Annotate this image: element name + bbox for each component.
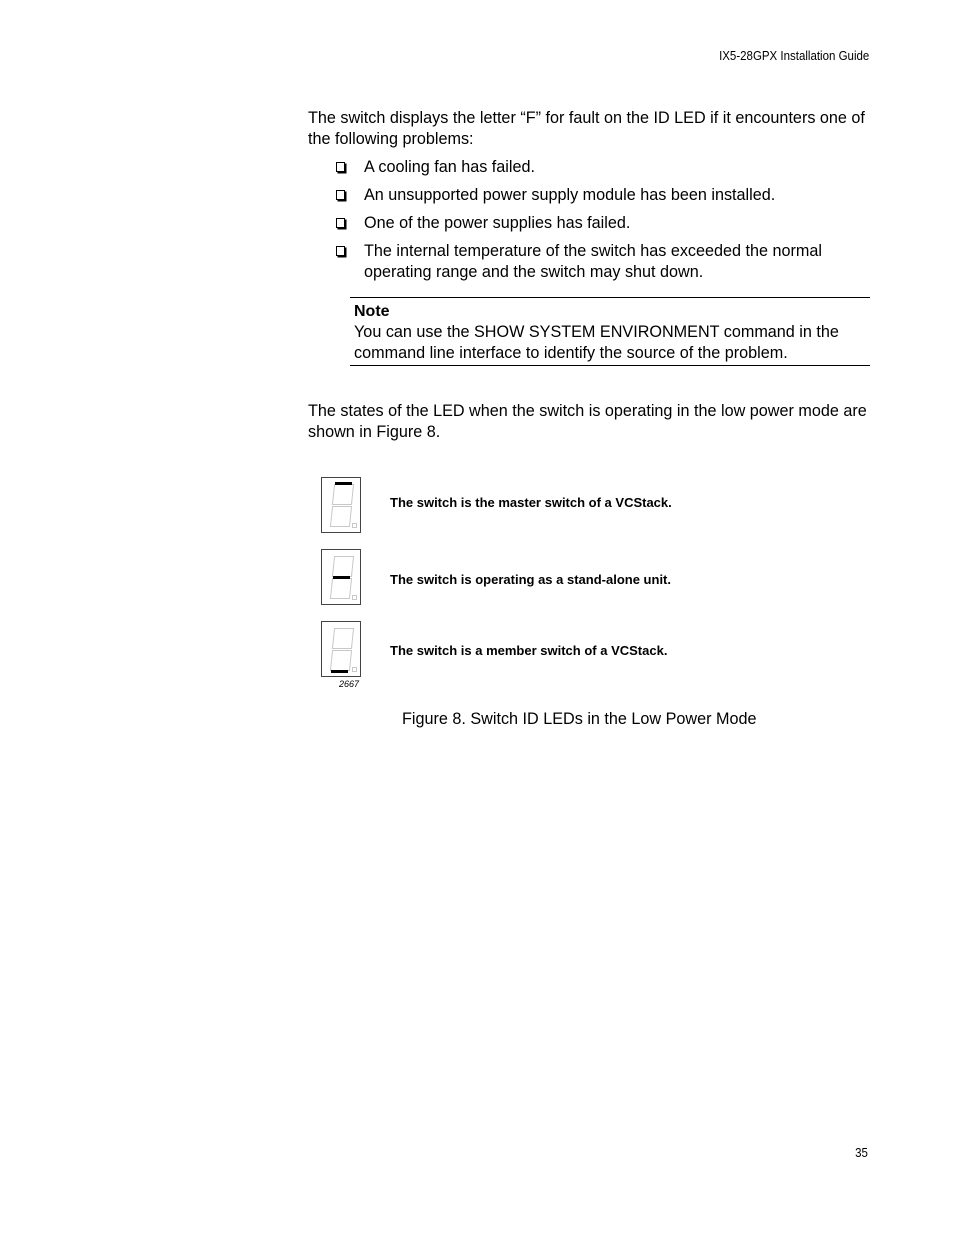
list-item-text: A cooling fan has failed. bbox=[364, 158, 535, 176]
low-power-paragraph: The states of the LED when the switch is operating in the low power mode are shown in Figure 8. bbox=[308, 402, 867, 441]
note-heading: Note bbox=[354, 303, 390, 320]
checkbox-bullet-icon bbox=[336, 190, 345, 200]
list-item-text: The internal temperature of the switch has exceeded the normal operating range and the switch may shut down. bbox=[364, 242, 823, 281]
running-header: IX5-28GPX Installation Guide bbox=[718, 49, 869, 63]
checkbox-bullet-icon bbox=[336, 246, 345, 256]
intro-paragraph: The switch displays the letter “F” for fault on the ID LED if it encounters one of the following problems: bbox=[308, 109, 865, 148]
list-item-text: One of the power supplies has failed. bbox=[364, 214, 631, 232]
led-state-label-standalone: The switch is operating as a stand-alone unit. bbox=[390, 572, 671, 587]
led-master-icon bbox=[321, 477, 361, 533]
fault-list bbox=[336, 157, 876, 290]
checkbox-bullet-icon bbox=[336, 162, 345, 172]
list-item bbox=[336, 213, 876, 234]
led-segment-top bbox=[335, 482, 352, 485]
art-number: 2667 bbox=[339, 679, 360, 689]
note-text: You can use the SHOW SYSTEM ENVIRONMENT command in the command line interface to identify the source of the problem. bbox=[354, 323, 839, 362]
led-state-label-member: The switch is a member switch of a VCStack. bbox=[390, 643, 668, 658]
led-segment-bottom bbox=[331, 670, 348, 673]
led-segment-middle bbox=[333, 576, 350, 579]
list-item bbox=[336, 185, 876, 206]
checkbox-bullet-icon bbox=[336, 218, 345, 228]
led-standalone-icon bbox=[321, 549, 361, 605]
led-state-label-master: The switch is the master switch of a VCStack. bbox=[390, 495, 672, 510]
list-item bbox=[336, 241, 876, 282]
list-item bbox=[336, 157, 876, 178]
list-item-text: An unsupported power supply module has been installed. bbox=[364, 186, 776, 204]
led-member-icon bbox=[321, 621, 361, 677]
figure-caption: Figure 8. Switch ID LEDs in the Low Power Mode bbox=[402, 710, 757, 728]
page-number: 35 bbox=[855, 1146, 868, 1160]
note-box bbox=[350, 297, 870, 366]
